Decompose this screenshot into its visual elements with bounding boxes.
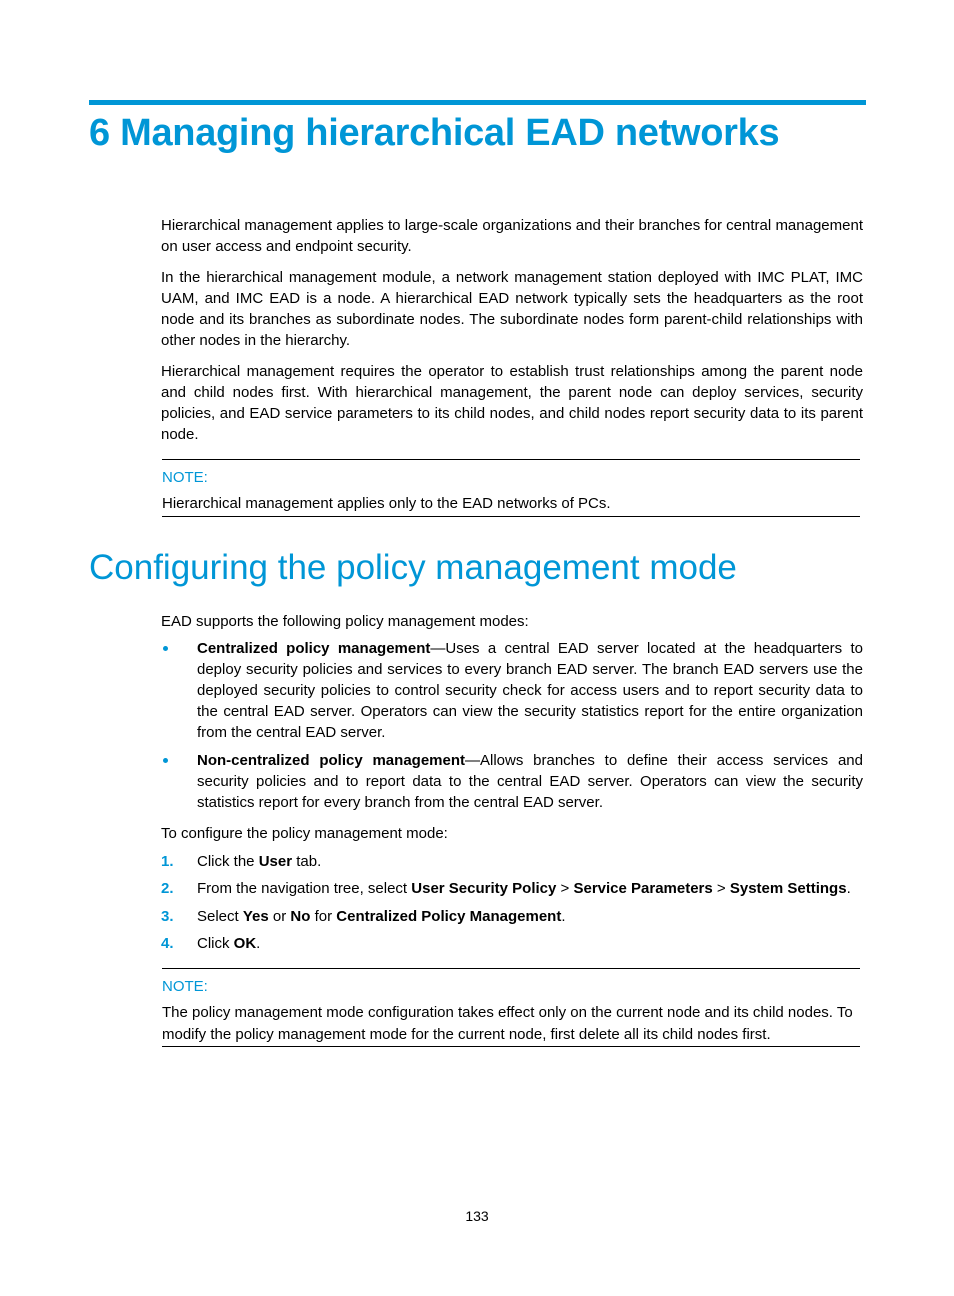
step-ui-term: Centralized Policy Management	[336, 908, 562, 925]
step-ui-term: Yes	[242, 908, 269, 925]
chapter-title: 6 Managing hierarchical EAD networks	[89, 112, 780, 154]
step-number: 2.	[161, 880, 174, 897]
bullet-description: —Allows branches to define their access services and security policies and to report data to the central EAD server. Operators can view the security statistics report for every branch from the central EAD server.	[197, 752, 863, 811]
step-text-segment: Select	[197, 908, 243, 925]
note-text: Hierarchical management applies only to the EAD networks of PCs.	[162, 495, 611, 512]
step-text-segment: tab.	[292, 853, 322, 870]
step-number: 1.	[161, 853, 174, 870]
note-label: NOTE:	[162, 469, 208, 486]
procedure-intro: To configure the policy management mode:	[161, 825, 448, 842]
procedure-step-1	[161, 851, 863, 872]
bullet-term: Centralized policy management	[197, 640, 431, 657]
procedure-step-2	[161, 878, 863, 899]
chapter-title-rule	[89, 100, 866, 105]
step-text-segment: From the navigation tree, select	[197, 880, 412, 897]
step-ui-term: User	[258, 853, 293, 870]
step-number: 4.	[161, 935, 174, 952]
step-text-segment: .	[846, 880, 851, 897]
note-label: NOTE:	[162, 978, 208, 995]
step-text-segment: >	[712, 880, 730, 897]
procedure-step-3	[161, 906, 863, 927]
intro-paragraph-2: In the hierarchical management module, a network management station deployed with IMC PLAT, IMC UAM, and IMC EAD is a node. A hierarchical EAD network typically sets the headquarters as the root node and its branches as subordinate nodes. The subordinate nodes form parent-child relationships with other nodes in the hierarchy.	[161, 269, 863, 349]
step-ui-term: OK	[233, 935, 257, 952]
note-box-child-nodes	[162, 968, 860, 1047]
step-ui-term: User Security Policy	[411, 880, 557, 897]
step-text-segment: Click	[197, 935, 234, 952]
step-text-segment: >	[556, 880, 574, 897]
bullet-term: Non-centralized policy management	[197, 752, 465, 769]
step-text-segment: .	[256, 935, 261, 952]
bullet-description: —Uses a central EAD server located at the headquarters to deploy security policies and services to every branch EAD server. The branch EAD servers use the deployed security policies to control security check for access users and to report security data to the central EAD server. Operators can view the security statistics report for the entire organization from the central EAD server.	[197, 640, 863, 741]
step-ui-term: No	[290, 908, 311, 925]
bullet-centralized	[161, 638, 863, 743]
bullet-dot-icon	[163, 646, 168, 651]
note-text: The policy management mode configuration takes effect only on the current node and its child nodes. To modify the policy management mode for the current node, first delete all its child nodes first.	[162, 1004, 853, 1043]
step-text-segment: .	[561, 908, 566, 925]
step-text-segment: or	[268, 908, 291, 925]
section-title: Configuring the policy management mode	[89, 548, 737, 587]
step-ui-term: System Settings	[729, 880, 847, 897]
step-ui-term: Service Parameters	[573, 880, 713, 897]
intro-paragraph-1: Hierarchical management applies to large-scale organizations and their branches for central management on user access and endpoint security.	[161, 217, 863, 255]
section-intro: EAD supports the following policy management modes:	[161, 613, 529, 630]
bullet-dot-icon	[163, 758, 168, 763]
bullet-non-centralized	[161, 750, 863, 813]
intro-paragraph-3: Hierarchical management requires the operator to establish trust relationships among the parent node and child nodes first. With hierarchical management, the parent node can deploy services, security policies, and EAD service parameters to its child nodes, and child nodes report security data to its parent node.	[161, 363, 863, 443]
step-text-segment: for	[310, 908, 337, 925]
note-box-pc-networks	[162, 459, 860, 517]
step-number: 3.	[161, 908, 174, 925]
procedure-step-4	[161, 933, 863, 954]
step-text-segment: Click the	[197, 853, 259, 870]
page-number: 133	[465, 1208, 489, 1224]
